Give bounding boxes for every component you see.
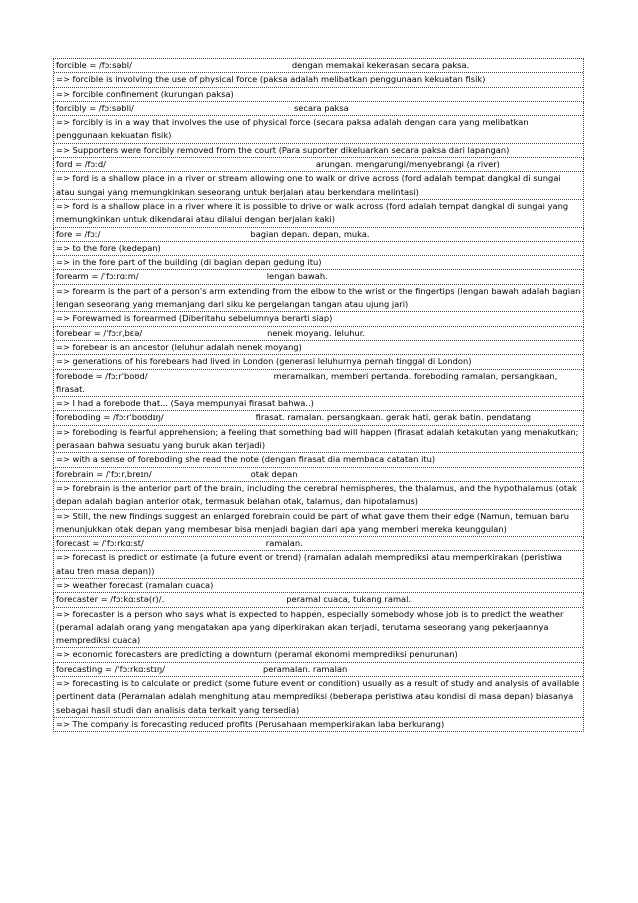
entry-headword: ford = /fɔːd/ — [56, 159, 106, 170]
dictionary-entry — [53, 270, 584, 326]
dictionary-entry — [53, 663, 584, 732]
entry-headword-line — [54, 327, 583, 341]
entry-headword: forecaster = /fɔːkɑːstə(r)/. — [56, 594, 165, 605]
dictionary-entry — [53, 102, 584, 158]
entry-headword-line — [54, 270, 583, 284]
entry-meaning: lengan bawah. — [266, 271, 328, 282]
entry-headword: forecasting = /ˈfɔːrkɑːstɪŋ/ — [56, 663, 165, 674]
entry-headword: foreboding = /fɔːrˈboʊdɪŋ/ — [56, 412, 164, 423]
entry-example-line: => ford is a shallow place in a river where it is possible to drive or walk across (ford adalah tempat dangkal di sungai yang memungkinkan untuk dikendarai atau dilalui dengan berjalan kaki) — [56, 200, 571, 225]
entry-meaning: bagian depan. depan, muka. — [250, 228, 370, 239]
dictionary-page — [53, 58, 584, 732]
entry-example-line: => economic forecasters are predicting a downturn (peramal ekonomi memprediksi penurunan) — [56, 649, 458, 660]
entry-meaning: ramalan. — [265, 538, 303, 549]
entry-example-line: => Forewarned is forearmed (Diberitahu sebelumnya berarti siap) — [56, 313, 333, 324]
dictionary-entry — [53, 327, 584, 370]
dictionary-entry — [53, 58, 584, 102]
entry-meaning: arungan. mengarungi/menyebrangi (a river) — [315, 159, 500, 170]
entry-example-line: => forearm is the part of a person's arm extending from the elbow to the wrist or the fingertips (lengan bawah adalah bagian lengan seseorang yang memanjang dari siku ke pergelangan tangan atau ujung jari) — [54, 285, 583, 313]
entry-example-line: => with a sense of foreboding she read the note (dengan firasat dia membaca catatan itu) — [56, 454, 436, 465]
dictionary-entry — [53, 228, 584, 271]
entry-headword: forebear = /ˈfɔːrˌbɛə/ — [56, 327, 143, 338]
entry-meaning: meramalkan, memberi pertanda. foreboding ramalan, persangkaan, firasat. — [56, 370, 558, 394]
entry-meaning: dengan memakai kekerasan secara paksa. — [291, 60, 470, 70]
entry-example-line: => foreboding is fearful apprehension; a feeling that something bad will happen (firasat adalah ketakutan yang menakutkan; perasaan bahwa sesuatu yang buruk akan terjadi) — [54, 426, 583, 454]
entry-headword-line — [54, 593, 583, 607]
entry-example-line: => forebear is an ancestor (leluhur adalah nenek moyang) — [54, 341, 583, 355]
dictionary-entry — [53, 537, 584, 593]
entry-headword: fore = /fɔː/ — [56, 228, 101, 239]
entry-meaning: otak depan — [250, 468, 298, 479]
entry-example-line: => forecast is predict or estimate (a future event or trend) (ramalan adalah memprediksi atau memperkirakan (peristiwa atau tren masa depan)) — [54, 551, 583, 579]
dictionary-entry — [53, 158, 584, 227]
entry-headword-line — [54, 158, 583, 172]
entry-headword-line — [54, 411, 583, 425]
entry-meaning: nenek moyang. leluhur. — [267, 327, 366, 338]
entry-headword-line — [54, 370, 583, 398]
entry-headword: forcible = /fɔːsəbl/ — [56, 60, 132, 70]
dictionary-entry — [53, 411, 584, 467]
entry-example-line: => Still, the new findings suggest an enlarged forebrain could be part of what gave them their edge (Namun, temuan baru menunjukkan otak depan yang membesar bisa menjadi bagian dari apa yang memberi mereka keunggulan) — [56, 510, 572, 534]
entry-meaning: peramalan. ramalan — [262, 663, 348, 674]
entry-example-line: => ford is a shallow place in a river or stream allowing one to walk or drive across (ford adalah tempat dangkal di sungai atau sungai yang memungkinkan seseorang untuk berjalan atau berkendara melintasi) — [54, 172, 583, 200]
entry-headword-line — [54, 663, 583, 677]
dictionary-entry — [53, 468, 584, 537]
entry-example-line: => I had a forebode that... (Saya mempunyai firasat bahwa..) — [56, 398, 314, 409]
entry-example-line: => forecasting is to calculate or predict (some future event or condition) usually as a result of study and analysis of available pertinent data (Peramalan adalah menghitung atau memprediksi (beberapa peristiwa atau kondisi di masa depan) biasanya sebagai hasil studi dan analisis data terkait yang tersedia) — [54, 677, 583, 718]
entry-example-line: => The company is forecasting reduced profits (Perusahaan memperkirakan laba berkurang) — [56, 718, 445, 729]
entry-example-line: => weather forecast (ramalan cuaca) — [56, 579, 214, 590]
entry-headword: forearm = /ˈfɔːrɑːm/ — [56, 271, 139, 282]
entry-example-line: => forcible confinement (kurungan paksa) — [56, 88, 234, 99]
entry-headword-line — [54, 59, 583, 73]
entry-headword-line — [54, 468, 583, 482]
entry-example-line: => forcibly is in a way that involves the use of physical force (secara paksa adalah dengan cara yang melibatkan penggunaan kekuatan fisik) — [54, 116, 583, 144]
entry-headword: forebrain = /ˈfɔːrˌbreɪn/ — [56, 468, 152, 479]
entry-meaning: firasat. ramalan. persangkaan. gerak hati. gerak batin. pendatang — [255, 412, 532, 423]
entry-example-line: => Supporters were forcibly removed from the court (Para suporter dikeluarkan secara paksa dari lapangan) — [56, 144, 510, 155]
entry-headword-line — [54, 228, 583, 242]
entry-meaning: secara paksa — [293, 102, 349, 113]
entry-example-line: => to the fore (kedepan) — [54, 242, 583, 256]
entry-headword: forecast = /ˈfɔːrkɑːst/ — [56, 538, 144, 549]
dictionary-entry — [53, 593, 584, 662]
entry-headword-line — [54, 102, 583, 116]
entry-example-line: => forcible is involving the use of physical force (paksa adalah melibatkan penggunaan kekuatan fisik) — [54, 73, 583, 87]
entry-example-line: => forecaster is a person who says what is expected to happen, especially somebody whose job is to predict the weather (peramal adalah orang yang mengatakan apa yang diperkirakan akan terjadi, terutama seseorang yang pekerjaannya memprediksi cuaca) — [54, 608, 583, 649]
entry-example-line: => forebrain is the anterior part of the brain, including the cerebral hemispheres, the thalamus, and the hypothalamus (otak depan adalah bagian anterior otak, termasuk belahan otak, talamus, dan hipotalamus) — [54, 482, 583, 510]
entry-example-line: => in the fore part of the building (di bagian depan gedung itu) — [56, 257, 322, 268]
dictionary-entry — [53, 370, 584, 412]
entry-headword: forebode = /fɔːrˈboʊd/ — [56, 370, 148, 381]
entry-meaning: peramal cuaca, tukang ramal. — [286, 594, 412, 605]
entry-example-line: => generations of his forebears had lived in London (generasi leluhurnya pernah tinggal di London) — [56, 356, 472, 367]
entry-headword: forcibly = /fɔːsəbli/ — [56, 102, 134, 113]
entry-headword-line — [54, 537, 583, 551]
